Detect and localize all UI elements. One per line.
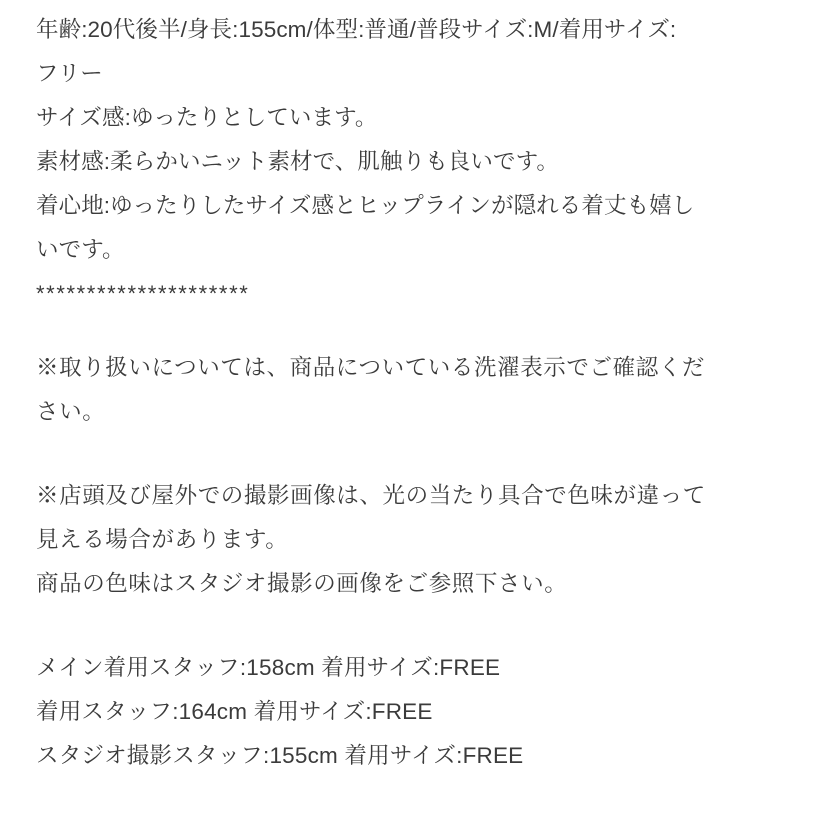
model-spec-block xyxy=(36,8,801,272)
care-note-line: ※取り扱いについては、商品についている洗濯表示でご確認くだ xyxy=(36,355,706,380)
color-note-block xyxy=(36,474,801,606)
section-spacer xyxy=(36,606,801,646)
spec-line: いです。 xyxy=(36,237,125,262)
asterisk-divider: ********************* xyxy=(36,281,250,306)
spec-line: 素材感:柔らかいニット素材で、肌触りも良いです。 xyxy=(36,149,560,174)
section-spacer xyxy=(36,316,801,346)
staff-info-line: スタジオ撮影スタッフ:155cm 着用サイズ:FREE xyxy=(36,743,524,768)
section-spacer xyxy=(36,434,801,474)
color-note-line: 商品の色味はスタジオ撮影の画像をご参照下さい。 xyxy=(36,571,568,596)
spec-line: 着心地:ゆったりしたサイズ感とヒップラインが隠れる着丈も嬉し xyxy=(36,193,695,218)
staff-info-block xyxy=(36,646,801,778)
color-note-line: ※店頭及び屋外での撮影画像は、光の当たり具合で色味が違って xyxy=(36,483,706,508)
top-spacer xyxy=(36,0,801,8)
color-note-line: 見える場合があります。 xyxy=(36,527,289,552)
staff-info-line: メイン着用スタッフ:158cm 着用サイズ:FREE xyxy=(36,655,501,680)
spec-line: サイズ感:ゆったりとしています。 xyxy=(36,105,378,130)
staff-info-line: 着用スタッフ:164cm 着用サイズ:FREE xyxy=(36,699,433,724)
care-note-block xyxy=(36,346,801,434)
care-note-line: さい。 xyxy=(36,399,106,424)
spec-line: フリー xyxy=(36,61,103,86)
spec-line: 年齢:20代後半/身長:155cm/体型:普通/普段サイズ:M/着用サイズ: xyxy=(36,17,677,42)
